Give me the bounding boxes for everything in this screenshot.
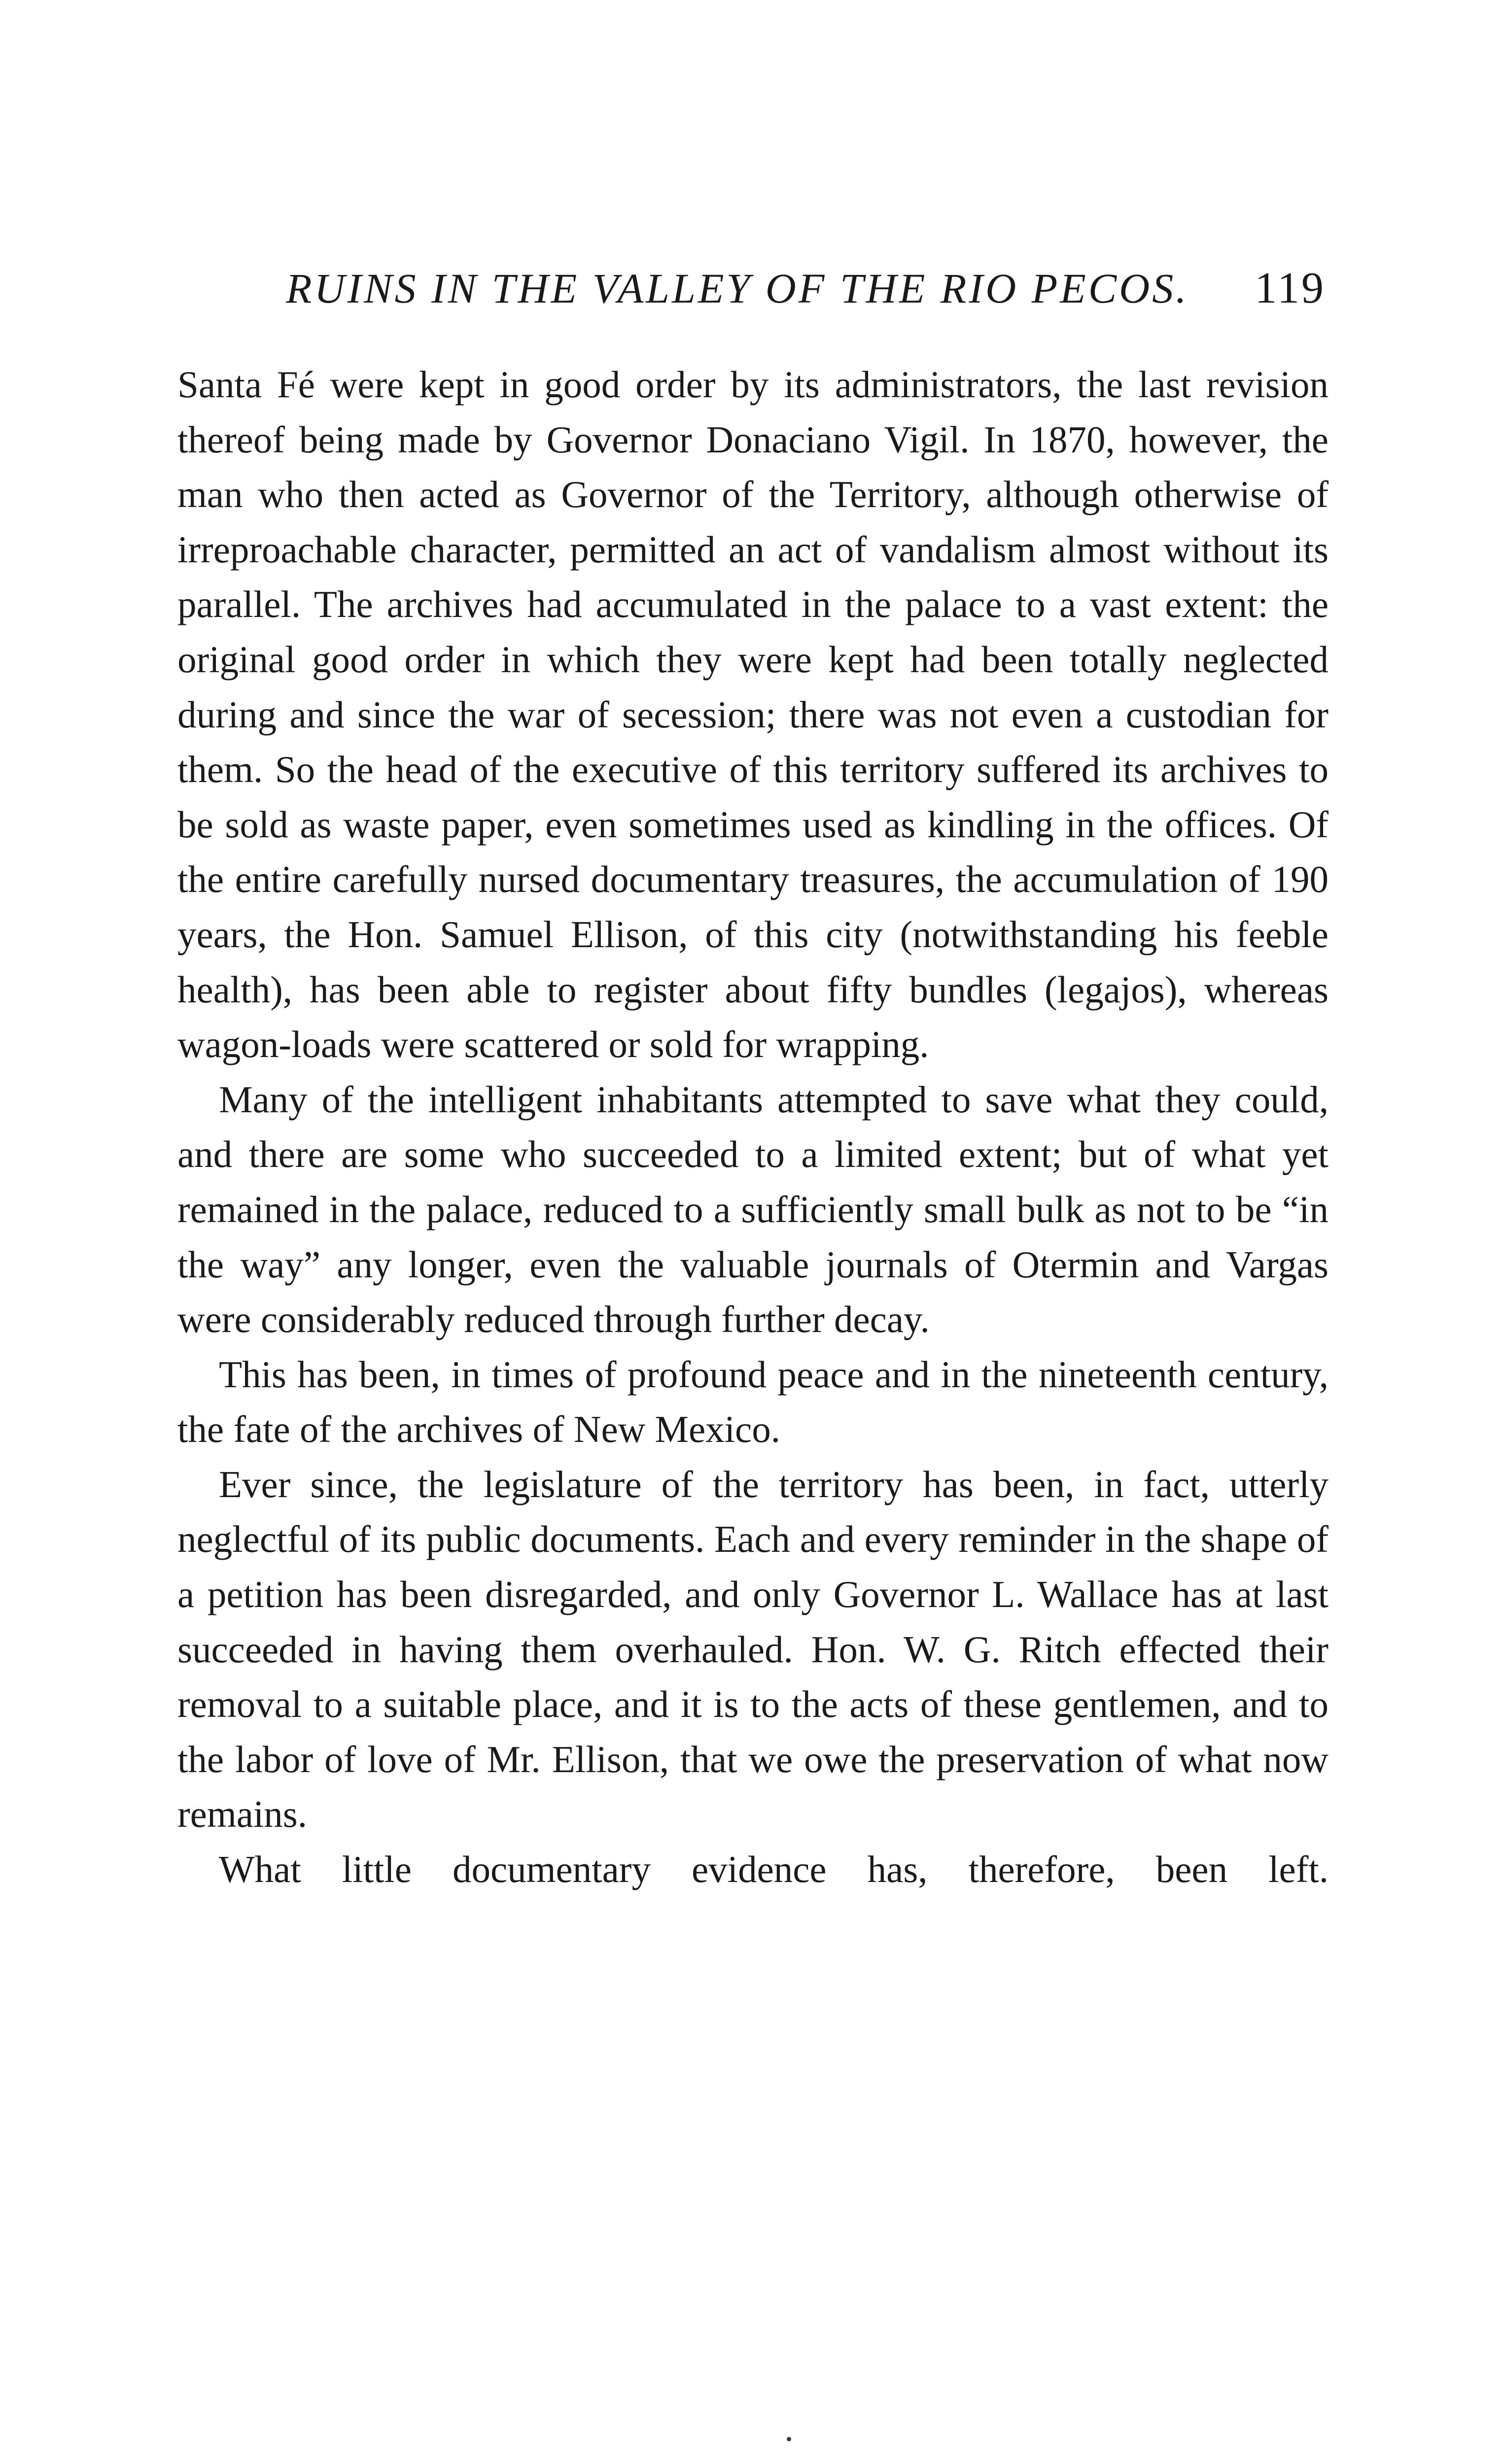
body-text xyxy=(177,357,1328,1897)
running-title: RUINS IN THE VALLEY OF THE RIO PECOS. xyxy=(286,265,1189,312)
page-number: 119 xyxy=(1255,264,1326,312)
page-header xyxy=(177,259,1326,318)
paragraph: What little documentary evidence has, therefore, been left. xyxy=(219,1848,1328,1891)
footer-dot-mark xyxy=(787,2437,791,2441)
paragraph: Santa Fé were kept in good order by its administrators, the last revision thereof being made by Governor Donaciano Vigil. In 1870, however, the man who then acted as Governor of the Territory, although otherwise of irreproachable character, permitted an act of vandalism almost without its parallel. The archives had accumulated in the palace to a vast extent: the original good order in which they were kept had been totally neglected during and since the war of secession; there was not even a custodian for them. So the head of the executive of this territory suffered its archives to be sold as waste paper, even sometimes used as kindling in the offices. Of the entire carefully nursed documentary treasures, the accumulation of 190 years, the Hon. Samuel Ellison, of this city (notwithstanding his feeble health), has been able to register about fifty bundles (legajos), whereas wagon-loads were scattered or sold for wrapping. xyxy=(177,363,1328,1066)
paragraph: This has been, in times of profound peace and in the nineteenth century, the fate of the archives of New Mexico. xyxy=(177,1353,1328,1451)
paragraph: Ever since, the legislature of the territory has been, in fact, utterly neglectful of its public documents. Each and every reminder in the shape of a petition has been disregarded, and only Governor L. Wallace has at last succeeded in having them overhauled. Hon. W. G. Ritch effected their removal to a suitable place, and it is to the acts of these gentlemen, and to the labor of love of Mr. Ellison, that we owe the preservation of what now remains. xyxy=(177,1463,1328,1836)
paragraph: Many of the intelligent inhabitants attempted to save what they could, and there are some who succeeded to a limited extent; but of what yet remained in the palace, reduced to a sufficiently small bulk as not to be “in the way” any longer, even the valuable journals of Otermin and Vargas were considerably reduced through further decay. xyxy=(177,1078,1328,1341)
